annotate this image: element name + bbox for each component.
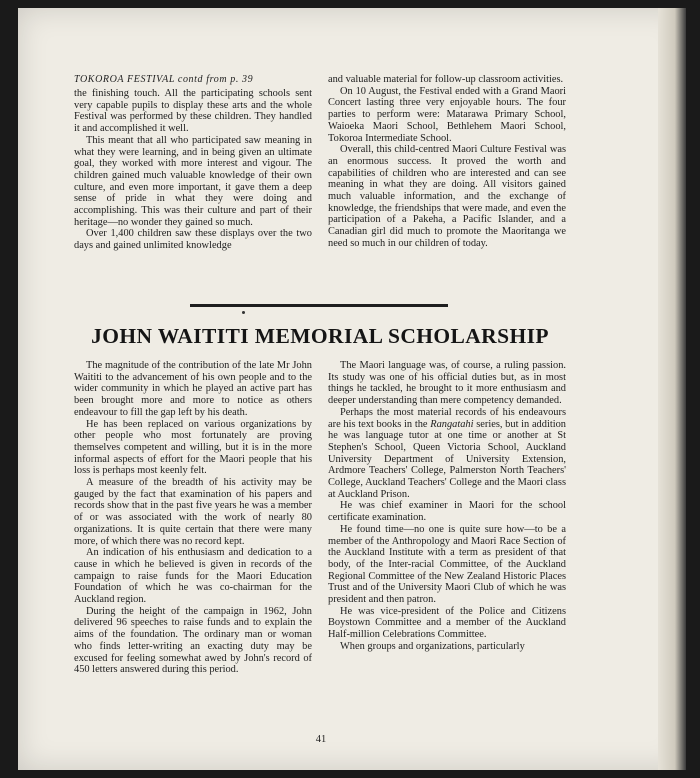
paragraph: Overall, this child-centred Maori Culture Festival was an enormous success. It proved the worth and capabilities of children who are interested and can see meaning in what they are doing. All visitors gained much valuable information, and the exchange of knowledge, the friendships that were made, and even the participation of a Pakeha, a Pacific Islander, and a Canadian girl did much to promote the Maoritanga we need so much in our children of today. [328, 144, 566, 249]
page-number: 41 [315, 734, 327, 745]
magazine-page [18, 8, 686, 770]
article-column-right [328, 360, 566, 653]
paragraph: During the height of the campaign in 1962, John delivered 96 speeches to raise funds and to explain the aims of the foundation. The ordinary man or woman who finds letter-writing an exacting duty may be excused for feeling somewhat awed by John's record of 450 letters answered during this period. [74, 605, 312, 676]
paragraph: An indication of his enthusiasm and dedication to a cause in which he believed is given in records of the campaign to raise funds for the Maori Education Foundation of which he was co-chairman for the Auckland region. [74, 547, 312, 606]
paragraph [328, 407, 566, 501]
festival-column-left [74, 88, 312, 252]
continued-from-line: TOKOROA FESTIVAL contd from p. 39 [74, 74, 254, 85]
paragraph: The magnitude of the contribution of the late Mr John Waititi to the advancement of his own people and to the wider community in which he played an active part has been brought more and more to notice as others endeavour to fill the gap left by his death. [74, 360, 312, 418]
festival-column-right [328, 74, 566, 250]
paragraph: This meant that all who participated saw meaning in what they were learning, and in being given an ultimate goal, they worked with more interest and vigour. The children gained much valuable knowledge of their own culture, and even more important, it gave them a deep sense of pride in what they were doing and accomplishing. This was their culture and part of their heritage—no wonder they gained so much. [74, 134, 312, 228]
book-gutter [658, 8, 686, 770]
paragraph-text: series, but in addition he was language tutor at one time or another at St Stephen's School, Queen Victoria School, Auckland University Department of University Extension, Ardmore Teachers' College, Palmerston North Teachers' College, Auckland Teachers' College and the Maori class at Auckland Prison. [328, 418, 567, 500]
section-divider [190, 304, 448, 307]
paragraph: The Maori language was, of course, a ruling passion. Its study was one of his official duties but, as in most things he tackled, he brought to it more enthusiasm and deeper understanding than mere competency demanded. [328, 360, 566, 407]
print-speck [242, 311, 245, 314]
series-title: Rangatahi [430, 418, 474, 430]
paragraph: He has been replaced on various organizations by other people who most fortunately are proving themselves competent and willing, but it is in the more informal aspects of effort for the Maori people that his loss is perhaps most keenly felt. [74, 418, 312, 477]
article-headline: JOHN WAITITI MEMORIAL SCHOLARSHIP [91, 324, 549, 348]
paragraph: the finishing touch. All the participating schools sent very capable pupils to display these arts and the whole Festival was performed by these children. They handled it and accomplished it well. [74, 88, 312, 135]
paragraph: When groups and organizations, particularly [340, 640, 525, 652]
paragraph: A measure of the breadth of his activity may be gauged by the fact that examination of his papers and records show that in the past five years he was a member of or was associated with the work of nearly 80 organizations. It is quite certain that there were many more, of which there was no record kept. [74, 477, 312, 547]
paragraph-text: Perhaps the most material records of his endeavours are his text books in the [328, 406, 566, 430]
paragraph: He was chief examiner in Maori for the school certificate examination. [328, 500, 566, 524]
paragraph: Over 1,400 children saw these displays over the two days and gained unlimited knowledge [74, 228, 312, 252]
paragraph: He was vice-president of the Police and Citizens Boystown Committee and a member of the Auckland Half-million Celebrations Committee. [328, 605, 566, 641]
paragraph: He found time—no one is quite sure how—to be a member of the Anthropology and Maori Race Section of the Auckland Institute with a term as president of that body, of the Inter-racial Committee, of the Auckland Regional Committee of the New Zealand Historic Places Trust and of the University Maori Club of which he was president and then patron. [328, 523, 566, 606]
paragraph: and valuable material for follow-up classroom activities. [328, 74, 564, 85]
article-column-left [74, 360, 312, 676]
paragraph: On 10 August, the Festival ended with a Grand Maori Concert lasting three very enjoyable hours. The four parties to perform were: Matarawa Primary School, Waioeka Maori School, Bethlehem Maori School, Tokoroa Intermediate School. [328, 85, 566, 144]
